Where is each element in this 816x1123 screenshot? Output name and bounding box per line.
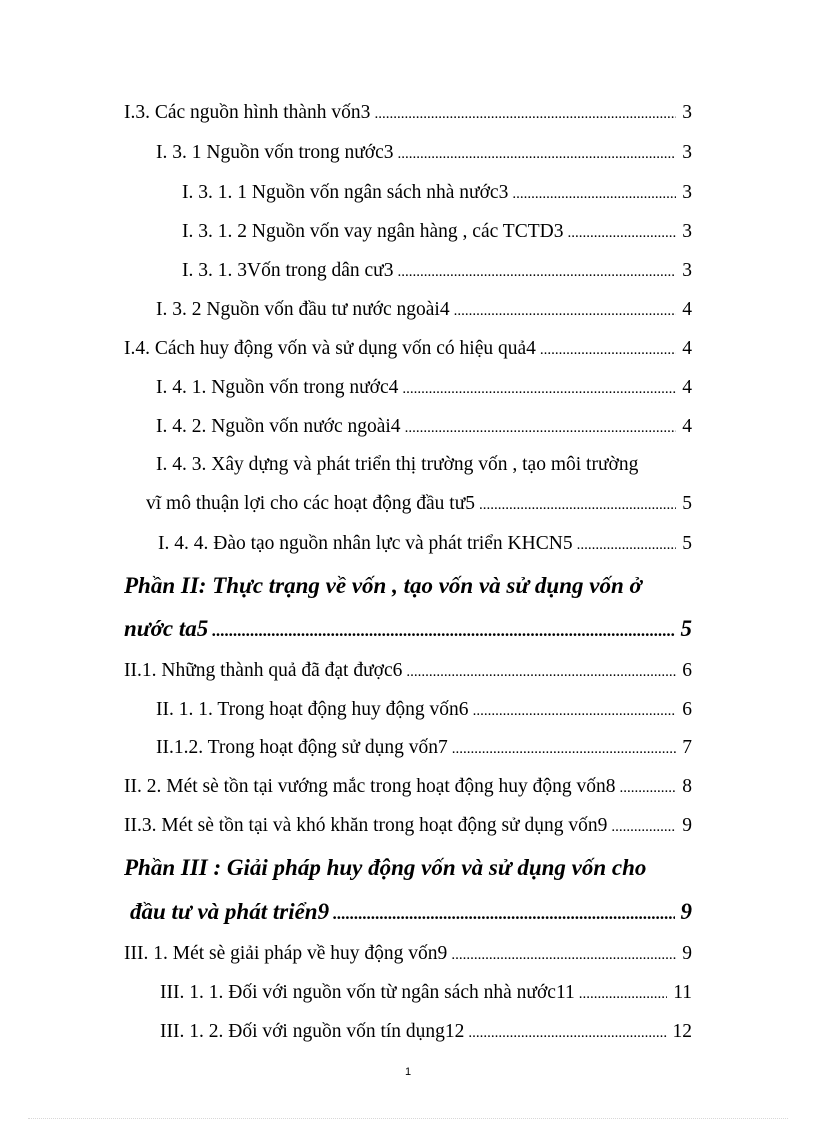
toc-dot-leader [473,703,677,720]
toc-entry-text: nước ta5 [124,616,209,641]
toc-dot-leader [479,497,676,514]
toc-entry[interactable] [182,260,692,290]
toc-entry[interactable] [182,182,692,212]
toc-part-heading[interactable] [124,855,692,889]
toc-entry-text: vĩ mô thuận lợi cho các hoạt động đầu tư5 [146,493,476,514]
page-bottom-divider [28,1118,788,1119]
toc-entry-page: 11 [673,982,692,1003]
toc-entry[interactable] [158,533,692,563]
toc-entry-text: I.3. Các nguồn hình thành vốn3 [124,102,371,123]
toc-entry[interactable] [160,1021,692,1051]
toc-entry[interactable] [156,142,692,172]
toc-entry[interactable] [156,377,692,407]
toc-entry-page: 6 [682,660,692,681]
toc-dot-leader [398,146,677,163]
toc-entry-text: I. 4. 3. Xây dựng và phát triển thị trường vốn , tạo môi trường [156,454,639,475]
toc-entry-text: II.3. Mét sè tồn tại và khó khăn trong hoạt động sử dụng vốn9 [124,815,608,836]
toc-entry-text: I. 4. 4. Đào tạo nguồn nhân lực và phát triển KHCN5 [158,533,573,554]
toc-entry[interactable] [156,454,692,484]
toc-entry-page: 3 [682,182,692,203]
toc-entry[interactable] [124,815,692,845]
toc-entry-text: II. 1. 1. Trong hoạt động huy động vốn6 [156,699,469,720]
toc-entry-page: 3 [682,260,692,281]
toc-entry[interactable] [182,221,692,251]
toc-dot-leader [374,106,676,123]
toc-entry-page: 9 [680,899,692,924]
toc-dot-leader [620,780,677,797]
toc-entry-text: I. 3. 2 Nguồn vốn đầu tư nước ngoài4 [156,299,450,320]
toc-entry-page: 8 [682,776,692,797]
toc-entry-page: 7 [682,737,692,758]
toc-entry-page: 5 [682,493,692,514]
toc-entry[interactable] [156,299,692,329]
toc-entry-text: đầu tư và phát triển9 [130,899,330,924]
toc-entry-page: 9 [682,815,692,836]
toc-dot-leader [579,986,668,1003]
toc-entry[interactable] [146,493,692,523]
toc-entry-page: 5 [680,616,692,641]
toc-entry[interactable] [160,982,692,1012]
toc-entry-page: 5 [682,533,692,554]
toc-entry-text: I. 3. 1 Nguồn vốn trong nước3 [156,142,394,163]
toc-entry[interactable] [124,660,692,690]
toc-entry-page: 12 [672,1021,692,1042]
toc-entry-text: I. 4. 2. Nguồn vốn nước ngoài4 [156,416,401,437]
toc-dot-leader [512,186,676,203]
toc-entry-text: I. 3. 1. 1 Nguồn vốn ngân sách nhà nước3 [182,182,509,203]
toc-dot-leader [567,225,676,242]
toc-entry-text: I. 3. 1. 3Vốn trong dân cư3 [182,260,394,281]
toc-entry-text: II.1. Những thành quả đã đạt được6 [124,660,403,681]
toc-entry-text: II. 2. Mét sè tồn tại vướng mắc trong hoạt động huy động vốn8 [124,776,616,797]
toc-entry-text: II.1.2. Trong hoạt động sử dụng vốn7 [156,737,448,758]
toc-entry[interactable] [156,416,692,446]
toc-entry-text: I.4. Cách huy động vốn và sử dụng vốn có hiệu quả4 [124,338,536,359]
toc-dot-leader [398,264,677,281]
toc-entry[interactable] [124,943,692,973]
toc-dot-leader [468,1025,666,1042]
toc-dot-leader [540,342,676,359]
toc-part-heading[interactable] [124,616,692,650]
toc-entry[interactable] [156,699,692,729]
toc-dot-leader [333,904,674,924]
toc-dot-leader [406,664,676,681]
toc-dot-leader [452,741,677,758]
toc-entry[interactable] [124,776,692,806]
toc-entry-page: 3 [682,102,692,123]
toc-entry-page: 4 [682,338,692,359]
toc-entry-text: I. 3. 1. 2 Nguồn vốn vay ngân hàng , các TCTD3 [182,221,564,242]
toc-entry[interactable] [124,102,692,132]
toc-dot-leader [451,947,676,964]
toc-entry-page: 6 [682,699,692,720]
page-number: 1 [404,1066,412,1078]
toc-dot-leader [405,420,677,437]
toc-part-heading[interactable] [124,573,692,607]
toc-dot-leader [402,381,676,398]
toc-part-heading[interactable] [130,899,692,933]
toc-entry-page: 3 [682,221,692,242]
toc-entry[interactable] [124,338,692,368]
toc-entry-text: Phần III : Giải pháp huy động vốn và sử dụng vốn cho [124,855,647,880]
toc-entry-text: I. 4. 1. Nguồn vốn trong nước4 [156,377,399,398]
toc-entry-page: 9 [682,943,692,964]
toc-dot-leader [212,621,674,641]
toc-entry-text: III. 1. 1. Đối với nguồn vốn từ ngân sách nhà nước11 [160,982,575,1003]
toc-entry-page: 4 [682,377,692,398]
toc-dot-leader [611,819,676,836]
toc-entry-text: Phần II: Thực trạng về vốn , tạo vốn và sử dụng vốn ở [124,573,642,598]
toc-entry[interactable] [156,737,692,767]
toc-dot-leader [577,537,677,554]
toc-dot-leader [454,303,677,320]
toc-entry-page: 3 [682,142,692,163]
toc-entry-page: 4 [682,299,692,320]
toc-entry-page: 4 [682,416,692,437]
toc-entry-text: III. 1. 2. Đối với nguồn vốn tín dụng12 [160,1021,465,1042]
toc-entry-text: III. 1. Mét sè giải pháp về huy động vốn9 [124,943,448,964]
